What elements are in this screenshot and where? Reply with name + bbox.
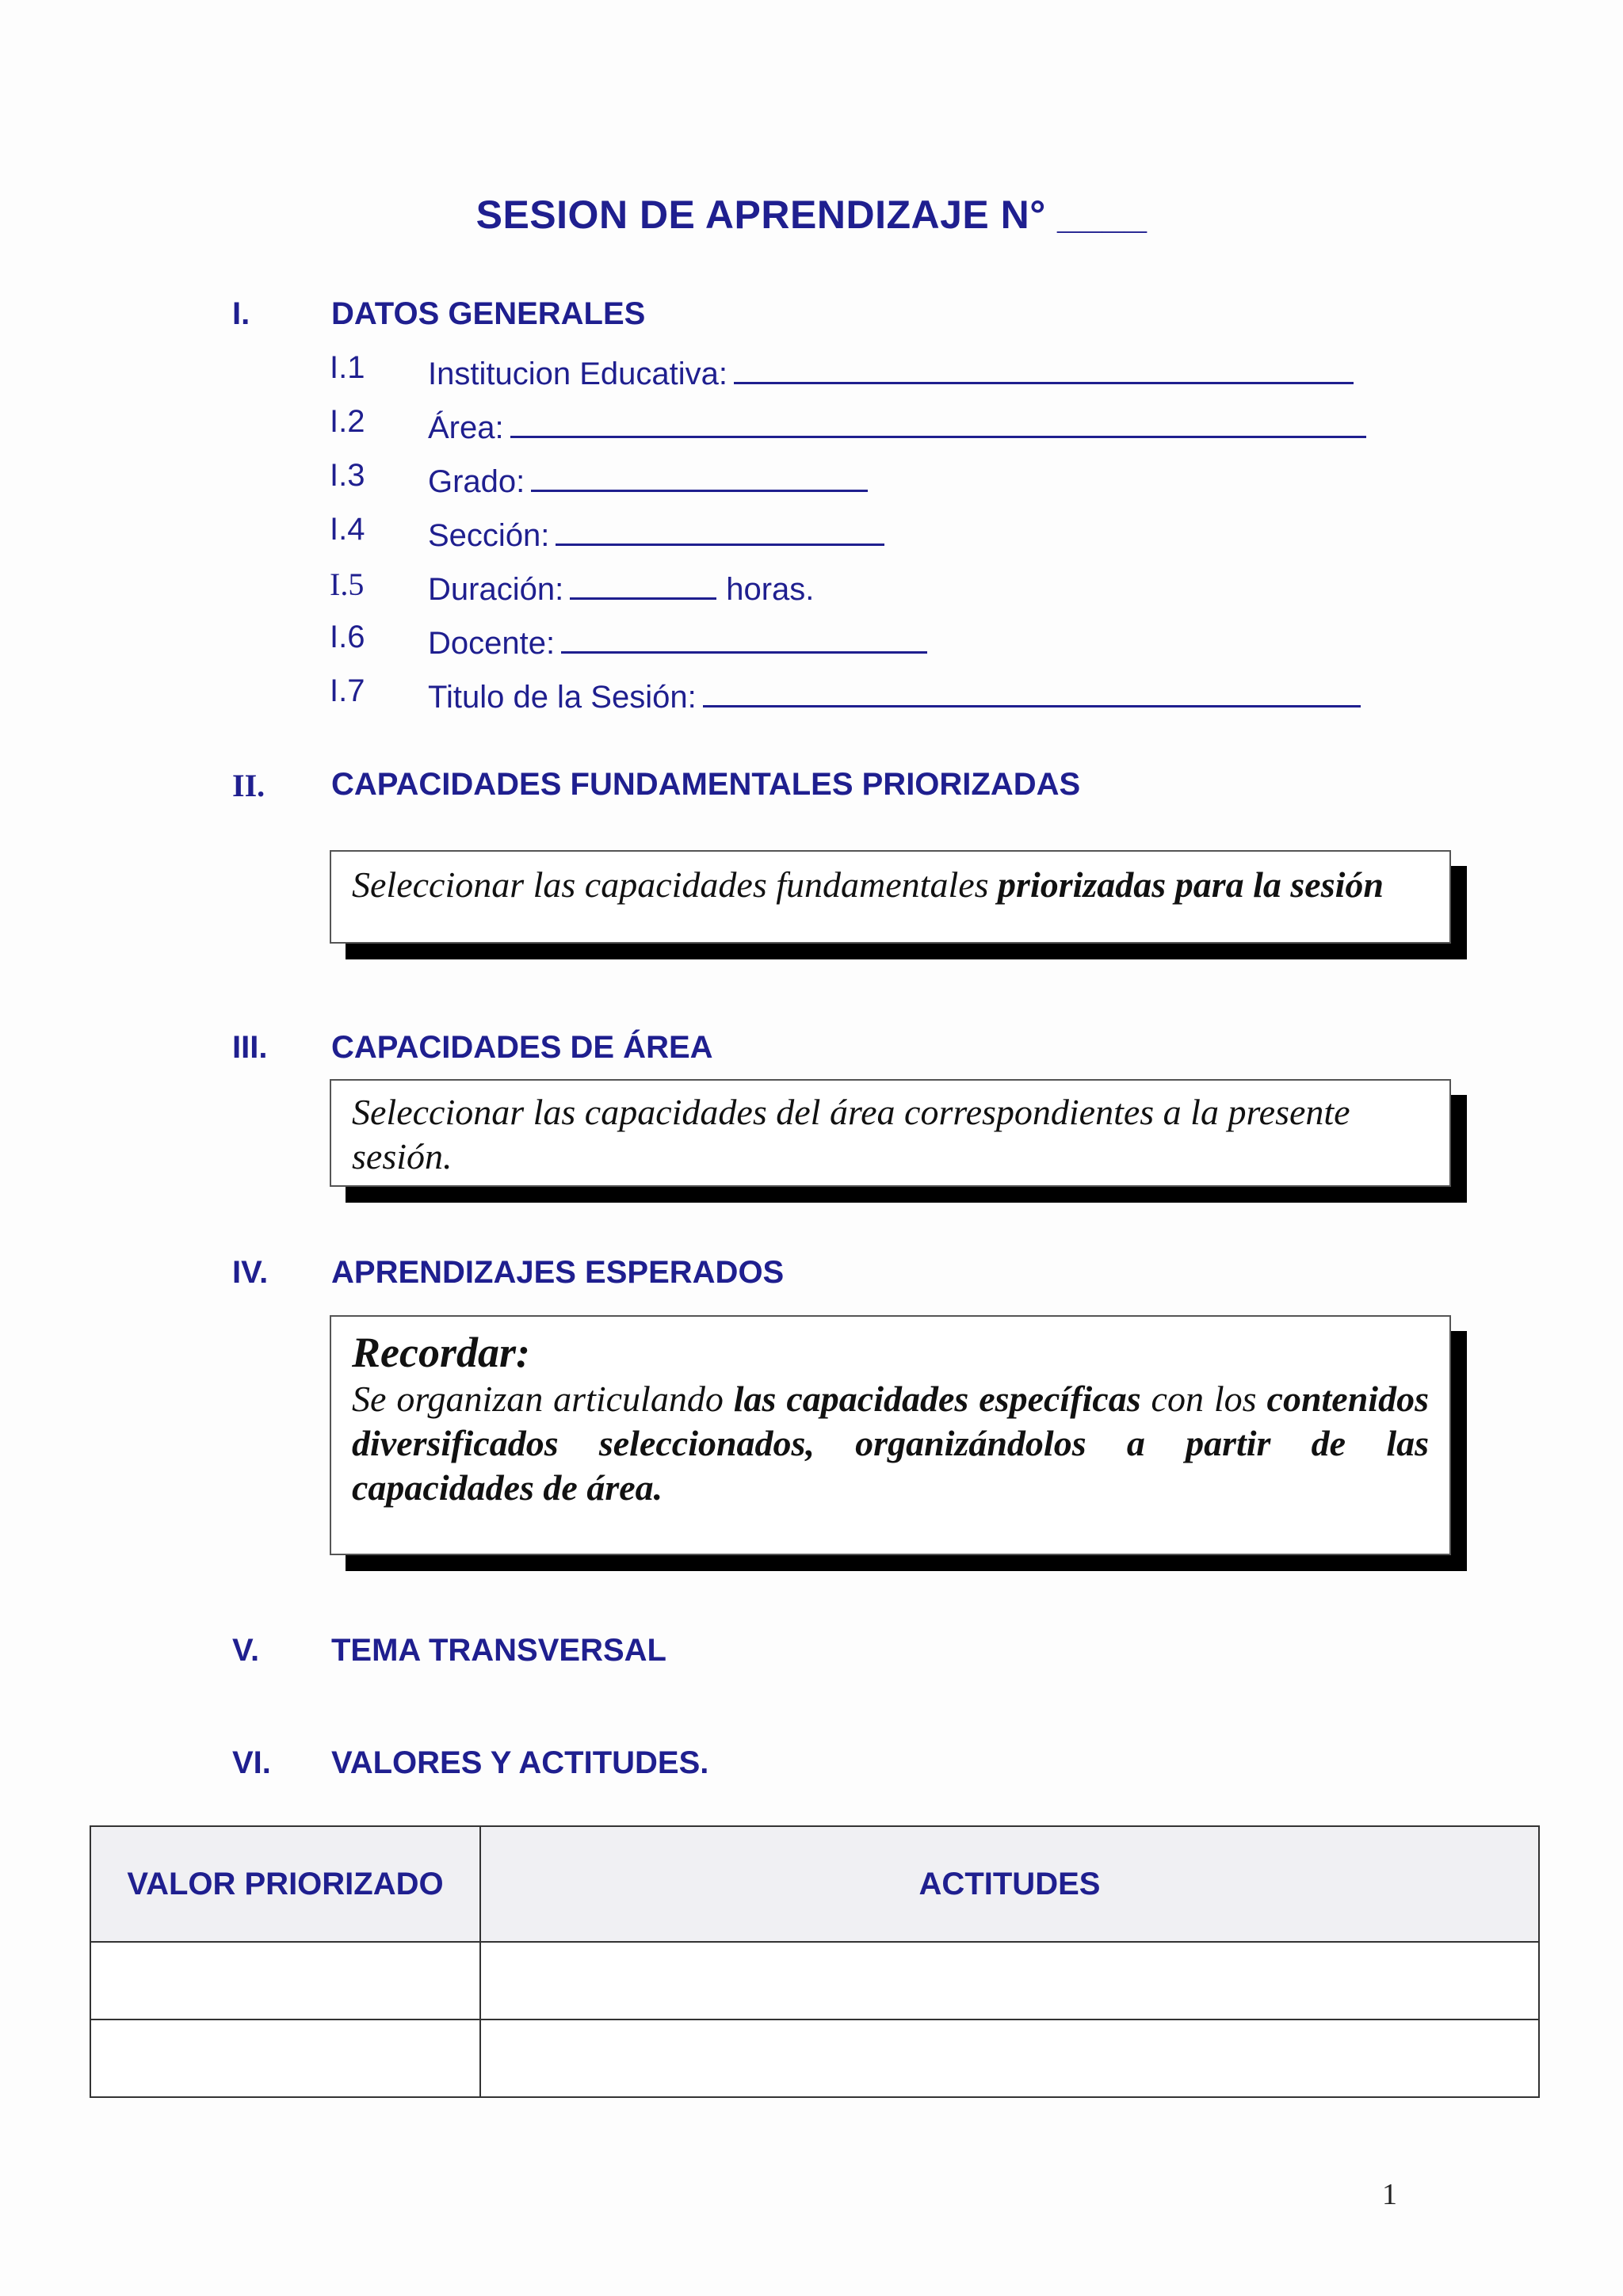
section-number: II. bbox=[232, 768, 265, 803]
item-number: I.1 bbox=[330, 350, 365, 385]
section-title: DATOS GENERALES bbox=[331, 296, 646, 331]
section-number: IV. bbox=[232, 1255, 269, 1290]
item-number: I.2 bbox=[330, 404, 365, 439]
box-text-bold: las capacidades específicas bbox=[733, 1379, 1141, 1419]
box-text: Se organizan articulando bbox=[352, 1379, 734, 1419]
item-number: I.5 bbox=[330, 566, 365, 602]
fill-line bbox=[561, 620, 927, 654]
table-header-row bbox=[90, 1826, 1539, 1942]
table-cell[interactable] bbox=[90, 2019, 480, 2097]
field-docente bbox=[428, 620, 927, 662]
valores-actitudes-table bbox=[90, 1825, 1540, 2098]
field-suffix: horas. bbox=[726, 572, 815, 607]
item-number: I.7 bbox=[330, 673, 365, 708]
field-label: Grado: bbox=[428, 464, 525, 499]
item-number: I.6 bbox=[330, 620, 365, 654]
section-title: TEMA TRANSVERSAL bbox=[331, 1633, 666, 1668]
field-label: Área: bbox=[428, 410, 504, 445]
box-text-bold: contenidos diversificados seleccionados, organizándolos a partir de las capacidades de área. bbox=[352, 1379, 1429, 1508]
section-title: CAPACIDADES FUNDAMENTALES PRIORIZADAS bbox=[331, 767, 1081, 802]
section-number: III. bbox=[232, 1030, 268, 1065]
field-seccion bbox=[428, 512, 884, 554]
fill-line bbox=[734, 350, 1354, 384]
instruction-box-capacidades-area bbox=[330, 1079, 1451, 1187]
page-title: SESION DE APRENDIZAJE N° ____ bbox=[475, 193, 1148, 237]
field-institucion bbox=[428, 350, 1354, 392]
fill-line bbox=[703, 673, 1361, 707]
field-label: Sección: bbox=[428, 518, 550, 553]
header-actitudes: ACTITUDES bbox=[480, 1826, 1539, 1942]
instruction-box-capacidades-fundamentales bbox=[330, 850, 1451, 944]
field-area bbox=[428, 404, 1366, 446]
item-number: I.3 bbox=[330, 458, 365, 493]
field-grado bbox=[428, 458, 868, 500]
fill-line bbox=[556, 512, 884, 546]
field-titulo-sesion bbox=[428, 673, 1361, 715]
reminder-box-aprendizajes bbox=[330, 1315, 1451, 1555]
table-cell[interactable] bbox=[480, 1942, 1539, 2019]
section-title: CAPACIDADES DE ÁREA bbox=[331, 1030, 713, 1065]
fill-line bbox=[531, 458, 868, 492]
table-cell[interactable] bbox=[90, 1942, 480, 2019]
page-number: 1 bbox=[1382, 2178, 1397, 2211]
section-title: VALORES Y ACTITUDES. bbox=[331, 1745, 709, 1780]
section-number: I. bbox=[232, 296, 250, 331]
field-duracion bbox=[428, 566, 814, 608]
fill-line bbox=[570, 566, 716, 600]
box-heading: Recordar: bbox=[352, 1329, 530, 1376]
table-cell[interactable] bbox=[480, 2019, 1539, 2097]
box-text: Seleccionar las capacidades del área correspondientes a la presente sesión. bbox=[352, 1092, 1350, 1177]
table-row bbox=[90, 1942, 1539, 2019]
section-number: V. bbox=[232, 1633, 260, 1668]
box-text: con los bbox=[1140, 1379, 1267, 1419]
box-text: Seleccionar las capacidades fundamentales bbox=[352, 864, 999, 905]
box-text-bold: priorizadas para la sesión bbox=[998, 864, 1384, 905]
field-label: Titulo de la Sesión: bbox=[428, 680, 697, 715]
item-number: I.4 bbox=[330, 512, 365, 547]
fill-line bbox=[510, 404, 1366, 438]
field-label: Institucion Educativa: bbox=[428, 357, 727, 391]
header-valor-priorizado: VALOR PRIORIZADO bbox=[90, 1826, 480, 1942]
section-number: VI. bbox=[232, 1745, 271, 1780]
field-label: Duración: bbox=[428, 572, 564, 607]
section-title: APRENDIZAJES ESPERADOS bbox=[331, 1255, 785, 1290]
field-label: Docente: bbox=[428, 626, 556, 661]
table-row bbox=[90, 2019, 1539, 2097]
